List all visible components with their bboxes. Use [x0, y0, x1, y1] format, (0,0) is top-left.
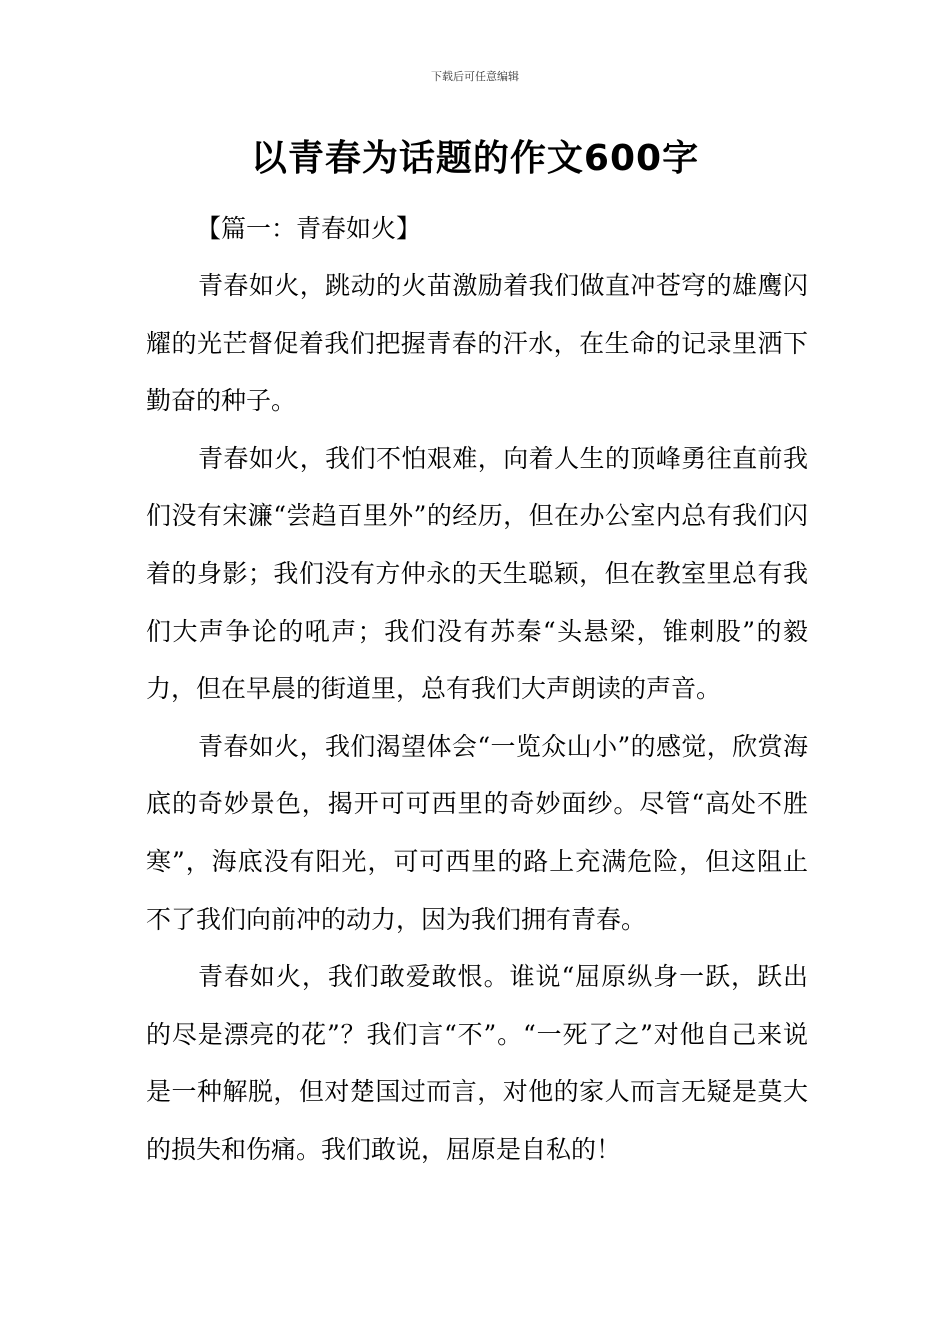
- paragraph-4: 青春如火，我们敢爱敢恨。谁说“屈原纵身一跃，跃出的尽是漂亮的花”？我们言“不”。“一死了之”对他自己来说是一种解脱，但对楚国过而言，对他的家人而言无疑是莫大的损失和伤痛。我们敢说，屈原是自私的！: [146, 962, 808, 1164]
- page-header-note: 下载后可任意编辑: [431, 70, 519, 83]
- document-title: 以青春为话题的作文600字: [250, 138, 700, 179]
- paragraph-1: 青春如火，跳动的火苗激励着我们做直冲苍穹的雄鹰闪耀的光芒督促着我们把握青春的汗水，在生命的记录里洒下勤奋的种子。: [146, 271, 808, 416]
- document-body: [146, 200, 808, 1179]
- paragraph-2: 青春如火，我们不怕艰难，向着人生的顶峰勇往直前我们没有宋濂“尝趋百里外”的经历，但在办公室内总有我们闪着的身影；我们没有方仲永的天生聪颖，但在教室里总有我们大声争论的吼声；我们没有苏秦“头悬梁，锥刺股”的毅力，但在早晨的街道里，总有我们大声朗读的声音。: [146, 443, 808, 704]
- paragraph-3: 青春如火，我们渴望体会“一览众山小”的感觉，欣赏海底的奇妙景色，揭开可可西里的奇妙面纱。尽管“高处不胜寒”，海底没有阳光，可可西里的路上充满危险，但这阻止不了我们向前冲的动力，因为我们拥有青春。: [146, 731, 808, 934]
- section-heading: 【篇一：青春如火】: [196, 214, 422, 243]
